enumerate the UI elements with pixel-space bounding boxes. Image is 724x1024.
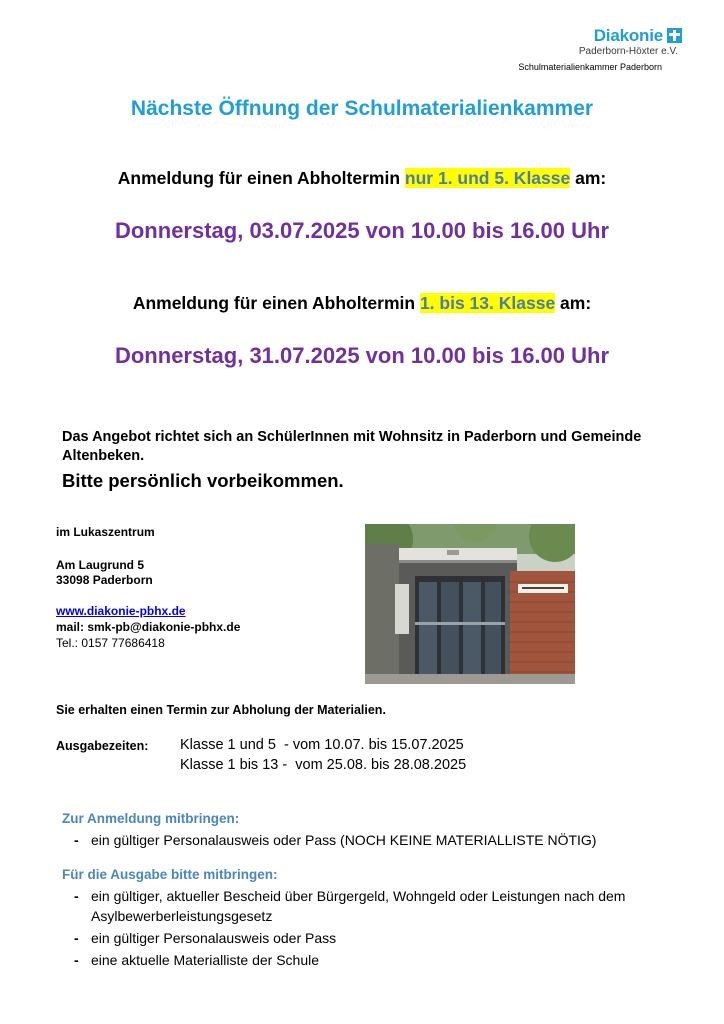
registration-suffix: am: [555,293,592,313]
bullet-dash-icon: - [74,930,79,946]
building-photo [365,524,575,684]
location-name: im Lukaszentrum [56,525,155,539]
address-city: 33098 Paderborn [56,573,153,587]
list-item [74,830,674,850]
distribution-label: Ausgabezeiten: [56,739,149,753]
distribution-line: Klasse 1 bis 13 - vom 25.08. bis 28.08.2025 [180,757,467,773]
registration-items-list [74,830,674,852]
list-item-text: eine aktuelle Materialliste der Schule [91,952,320,968]
department-label: Schulmaterialienkammer Paderborn [518,62,662,72]
registration-date-1: Donnerstag, 03.07.2025 von 10.00 bis 16.00 Uhr [114,218,610,243]
personal-note: Bitte persönlich vorbeikommen. [62,470,344,491]
appointment-note: Sie erhalten einen Termin zur Abholung der Materialien. [56,703,386,717]
issue-items-list [74,886,674,972]
logo-name: Diakonie [593,26,663,45]
offer-text: Das Angebot richtet sich an SchülerInnen mit Wohnsitz in Paderborn und Gemeinde Altenbeken. [62,429,642,464]
registration-prefix: Anmeldung für einen Abholtermin [132,293,420,313]
registration-prefix: Anmeldung für einen Abholtermin [117,168,405,188]
address-street: Am Laugrund 5 [56,558,145,572]
list-item-text: ein gültiger, aktueller Bescheid über Bürgergeld, Wohngeld oder Leistungen nach dem Asylbewerberleistungsgesetz [91,888,626,924]
email-address: mail: smk-pb@diakonie-pbhx.de [56,620,241,634]
class-highlight: nur 1. und 5. Klasse [404,168,571,188]
registration-line-1 [0,168,724,189]
issue-items-heading: Für die Ausgabe bitte mitbringen: [62,867,278,882]
list-item [74,928,674,948]
list-item-text: ein gültiger Personalausweis oder Pass (NOCH KEINE MATERIALLISTE NÖTIG) [91,832,597,848]
diakonie-cross-icon [667,28,682,43]
bullet-dash-icon: - [74,832,79,848]
list-item [74,950,674,970]
website-link[interactable]: www.diakonie-pbhx.de [56,604,186,618]
registration-line-2 [0,293,724,314]
bullet-dash-icon: - [74,888,79,904]
page-title: Nächste Öffnung der Schulmaterialienkammer [130,97,594,120]
registration-suffix: am: [570,168,607,188]
registration-items-heading: Zur Anmeldung mitbringen: [62,811,240,826]
class-highlight: 1. bis 13. Klasse [419,293,556,313]
distribution-line: Klasse 1 und 5 - vom 10.07. bis 15.07.2025 [180,737,464,753]
phone-number: Tel.: 0157 77686418 [56,636,165,650]
bullet-dash-icon: - [74,952,79,968]
registration-date-2: Donnerstag, 31.07.2025 von 10.00 bis 16.00 Uhr [114,343,610,368]
list-item [74,886,674,926]
list-item-text: ein gültiger Personalausweis oder Pass [91,930,337,946]
logo-subtitle: Paderborn-Höxter e.V. [578,46,678,57]
